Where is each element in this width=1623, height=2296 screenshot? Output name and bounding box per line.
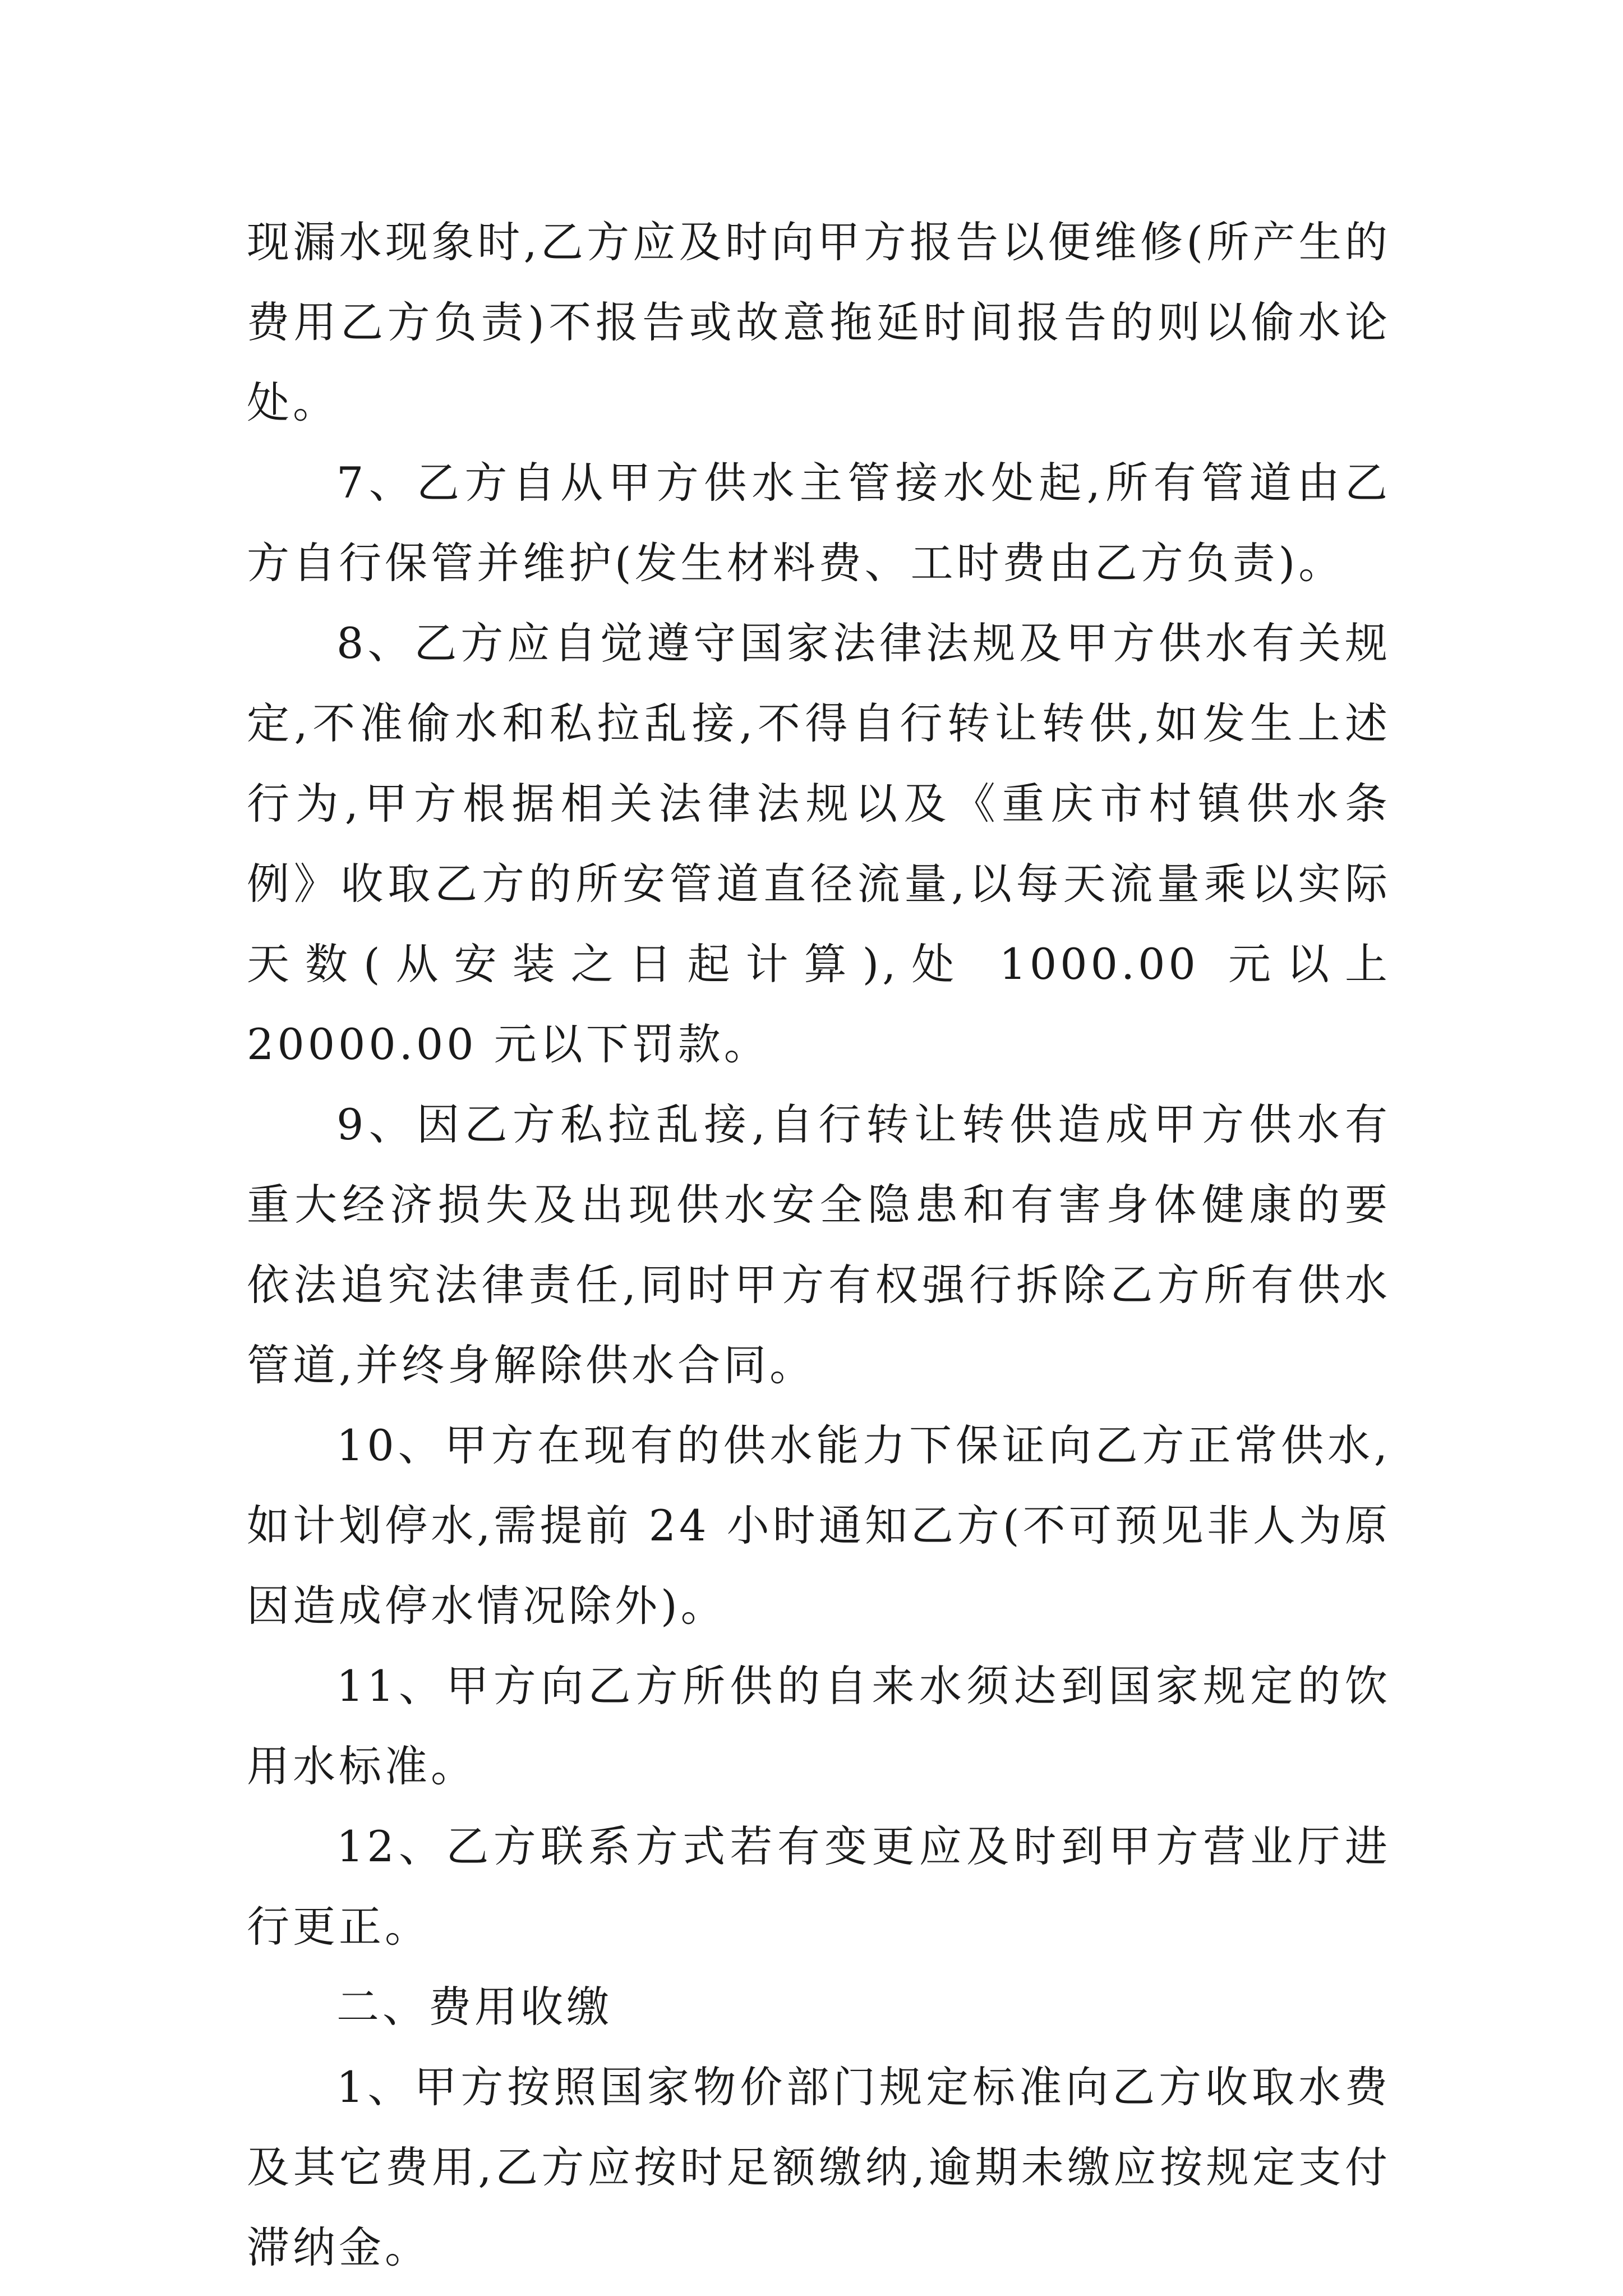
paragraph-clause-11: 11、甲方向乙方所供的自来水须达到国家规定的饮用水标准。 [247, 1661, 1391, 1791]
document-body [247, 202, 1391, 2288]
section-heading-fee-collection: 二、费用收缴 [336, 1982, 612, 2032]
paragraph-fee-clause-1: 1、甲方按照国家物价部门规定标准向乙方收取水费及其它费用,乙方应按时足额缴纳,逾期未缴应按规定支付滞纳金。 [247, 2062, 1391, 2272]
paragraph-clause-9: 9、因乙方私拉乱接,自行转让转供造成甲方供水有重大经济损失及出现供水安全隐患和有害身体健康的要依法追究法律责任,同时甲方有权强行拆除乙方所有供水管道,并终身解除供水合同。 [247, 1099, 1391, 1390]
paragraph-continued-leak-clause: 现漏水现象时,乙方应及时向甲方报告以便维修(所产生的费用乙方负责)不报告或故意拖延时间报告的则以偷水论处。 [247, 217, 1391, 427]
paragraph-clause-8: 8、乙方应自觉遵守国家法律法规及甲方供水有关规定,不准偷水和私拉乱接,不得自行转让转供,如发生上述行为,甲方根据相关法律法规以及《重庆市村镇供水条例》收取乙方的所安管道直径流量,以每天流量乘以实际天数(从安装之日起计算),处 1000.00 元以上 20000.00 元以下罚款。 [247, 618, 1391, 1069]
paragraph-clause-12: 12、乙方联系方式若有变更应及时到甲方营业厅进行更正。 [247, 1821, 1391, 1952]
paragraph-clause-10: 10、甲方在现有的供水能力下保证向乙方正常供水,如计划停水,需提前 24 小时通知乙方(不可预见非人为原因造成停水情况除外)。 [247, 1420, 1391, 1631]
paragraph-clause-7: 7、乙方自从甲方供水主管接水处起,所有管道由乙方自行保管并维护(发生材料费、工时费由乙方负责)。 [247, 458, 1391, 588]
